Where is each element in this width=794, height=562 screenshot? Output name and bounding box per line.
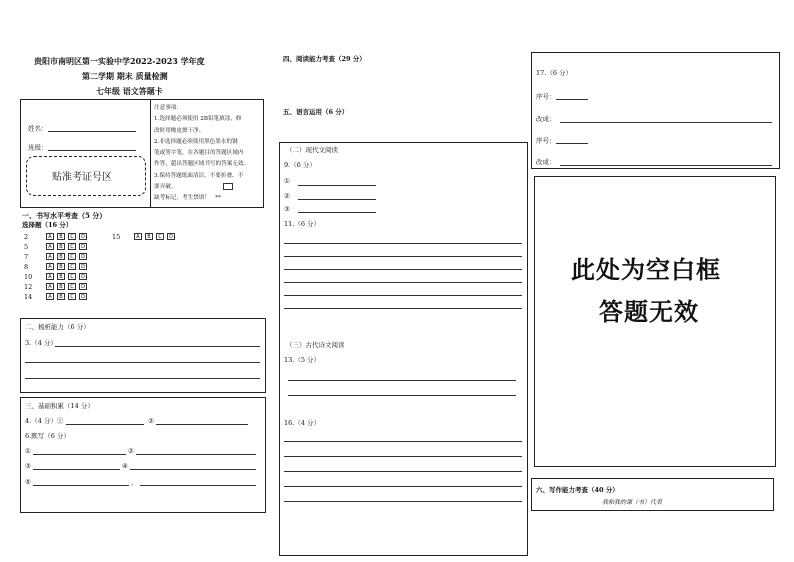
notice-text: 注意事项： 1.选择题必须使用 2B铅笔填涂，修 改时用橡皮擦干净。 2.非选择题必须使用黑色墨水的钢 笔或签字笔，在各题目的答题区域内 作答，超出答题区域书写的答案无效。 3.保持答题纸面清洁，不要折叠、不 要弄破。 缺考标记，考生禁填！ ** — [154, 105, 250, 202]
section4-title: 四、阅读能力考查（29 分） — [283, 55, 366, 63]
q11-label: 11.（6 分） — [284, 220, 321, 228]
section3-title: 三、基础积累（14 分） — [25, 402, 94, 410]
answer-line[interactable] — [298, 185, 376, 186]
answer-line[interactable] — [284, 486, 522, 487]
answer-line[interactable] — [284, 282, 522, 283]
q17-label: 17.（6 分） — [536, 69, 573, 77]
fill-mark: ③ — [25, 462, 31, 470]
section1-subtitle: 选择题（16 分） — [22, 221, 73, 229]
reading-answer-box — [279, 142, 528, 556]
q4-second-mark: ② — [148, 417, 154, 425]
choice-bubble-row[interactable]: A B C D — [46, 233, 87, 240]
revise-field: 改成： — [536, 115, 556, 123]
q3-label: 3.（4 分） — [25, 339, 57, 347]
modern-reading-subtitle: （二）现代文阅读 — [286, 146, 338, 154]
q4-label: 4.（4 分）① — [25, 417, 64, 425]
answer-line[interactable] — [284, 295, 522, 296]
choice-bubble-row[interactable]: A B C D — [46, 253, 87, 260]
answer-line[interactable] — [560, 122, 772, 123]
classical-reading-subtitle: （三）古代诗文阅读 — [286, 341, 345, 349]
exam-title-line2: 第二学期 期末 质量检测 — [82, 71, 168, 81]
answer-line[interactable] — [66, 424, 144, 425]
name-field[interactable]: 姓名： — [28, 125, 136, 132]
answer-line[interactable] — [284, 471, 522, 472]
section6-title: 六、写作能力考查（40 分） — [536, 486, 619, 494]
choice-row-number: 12 — [24, 283, 33, 291]
exam-title-line1: 贵阳市南明区第一实验中学2022-2023 学年度 — [34, 56, 205, 66]
blank-notice-line2: 答题无效 — [599, 298, 699, 326]
answer-line[interactable] — [156, 424, 248, 425]
fill-mark: ① — [25, 447, 31, 455]
fill-mark: ③ — [284, 205, 290, 213]
q9-label: 9.（6 分） — [284, 161, 316, 169]
q6-label: 6.默写（6 分） — [25, 432, 70, 440]
exam-title-line3: 七年级 语文答题卡 — [96, 86, 163, 96]
choice-row-number: 5 — [24, 243, 29, 251]
class-field[interactable]: 班级： — [28, 144, 136, 151]
answer-line[interactable] — [298, 199, 376, 200]
answer-line[interactable] — [33, 469, 120, 470]
answer-line[interactable] — [284, 456, 522, 457]
answer-line[interactable] — [284, 256, 522, 257]
answer-line[interactable] — [25, 362, 260, 363]
choice-bubble-row[interactable]: A B C D — [46, 263, 87, 270]
choice-bubble-row[interactable]: A B C D — [46, 243, 87, 250]
choice-row-number: 2 — [24, 233, 29, 241]
answer-line[interactable] — [288, 380, 516, 381]
answer-line[interactable] — [136, 454, 256, 455]
answer-line[interactable] — [284, 269, 522, 270]
answer-line[interactable] — [140, 485, 256, 486]
comma-mark: ， — [131, 478, 138, 486]
writing-section-box — [531, 478, 774, 511]
q16-label: 16.（4 分） — [284, 419, 321, 427]
choice-row-number: 10 — [24, 273, 33, 281]
answer-line[interactable] — [25, 378, 260, 379]
blank-notice-line1: 此处为空白框 — [571, 256, 721, 284]
fill-mark: ② — [284, 192, 290, 200]
choice-row-number: 7 — [24, 253, 29, 261]
answer-line[interactable] — [298, 212, 376, 213]
answer-line[interactable] — [284, 243, 522, 244]
answer-line[interactable] — [55, 346, 260, 347]
info-divider — [150, 99, 151, 208]
choice-bubble-row[interactable]: A B C D — [46, 273, 87, 280]
answer-line[interactable] — [288, 395, 516, 396]
choice-row-number: 14 — [24, 293, 33, 301]
choice-row-number: 15 — [112, 233, 121, 241]
answer-line[interactable] — [284, 308, 522, 309]
essay-topic: 我和我的课（书）代表 — [602, 499, 663, 506]
q13-label: 13.（5 分） — [284, 356, 321, 364]
choice-bubble-row[interactable]: A B C D — [46, 283, 87, 290]
order-field[interactable]: 序号： — [536, 93, 588, 100]
answer-line[interactable] — [33, 485, 129, 486]
answer-line[interactable] — [284, 501, 522, 502]
fill-mark: ① — [284, 177, 290, 185]
section3-box — [20, 397, 266, 513]
section2-title: 二、梳析能力（6 分） — [25, 323, 90, 331]
answer-line[interactable] — [33, 454, 126, 455]
revise-field: 改成： — [536, 158, 556, 166]
section1-title: 一、书写水平考查（5 分） — [22, 211, 107, 220]
answer-line[interactable] — [130, 469, 256, 470]
ticket-label: 贴准考证号区 — [52, 172, 112, 183]
order-field[interactable]: 序号： — [536, 137, 588, 144]
absent-mark-box[interactable] — [223, 183, 233, 190]
fill-mark: ② — [128, 447, 134, 455]
answer-line[interactable] — [560, 165, 772, 166]
section5-title: 五、语言运用（6 分） — [283, 108, 349, 116]
choice-bubble-row[interactable]: A B C D — [46, 293, 87, 300]
choice-row-number: 8 — [24, 263, 29, 271]
fill-mark: ⑤ — [25, 478, 31, 486]
choice-bubble-row[interactable]: A B C D — [134, 233, 175, 240]
answer-line[interactable] — [284, 441, 522, 442]
fill-mark: ④ — [122, 462, 128, 470]
